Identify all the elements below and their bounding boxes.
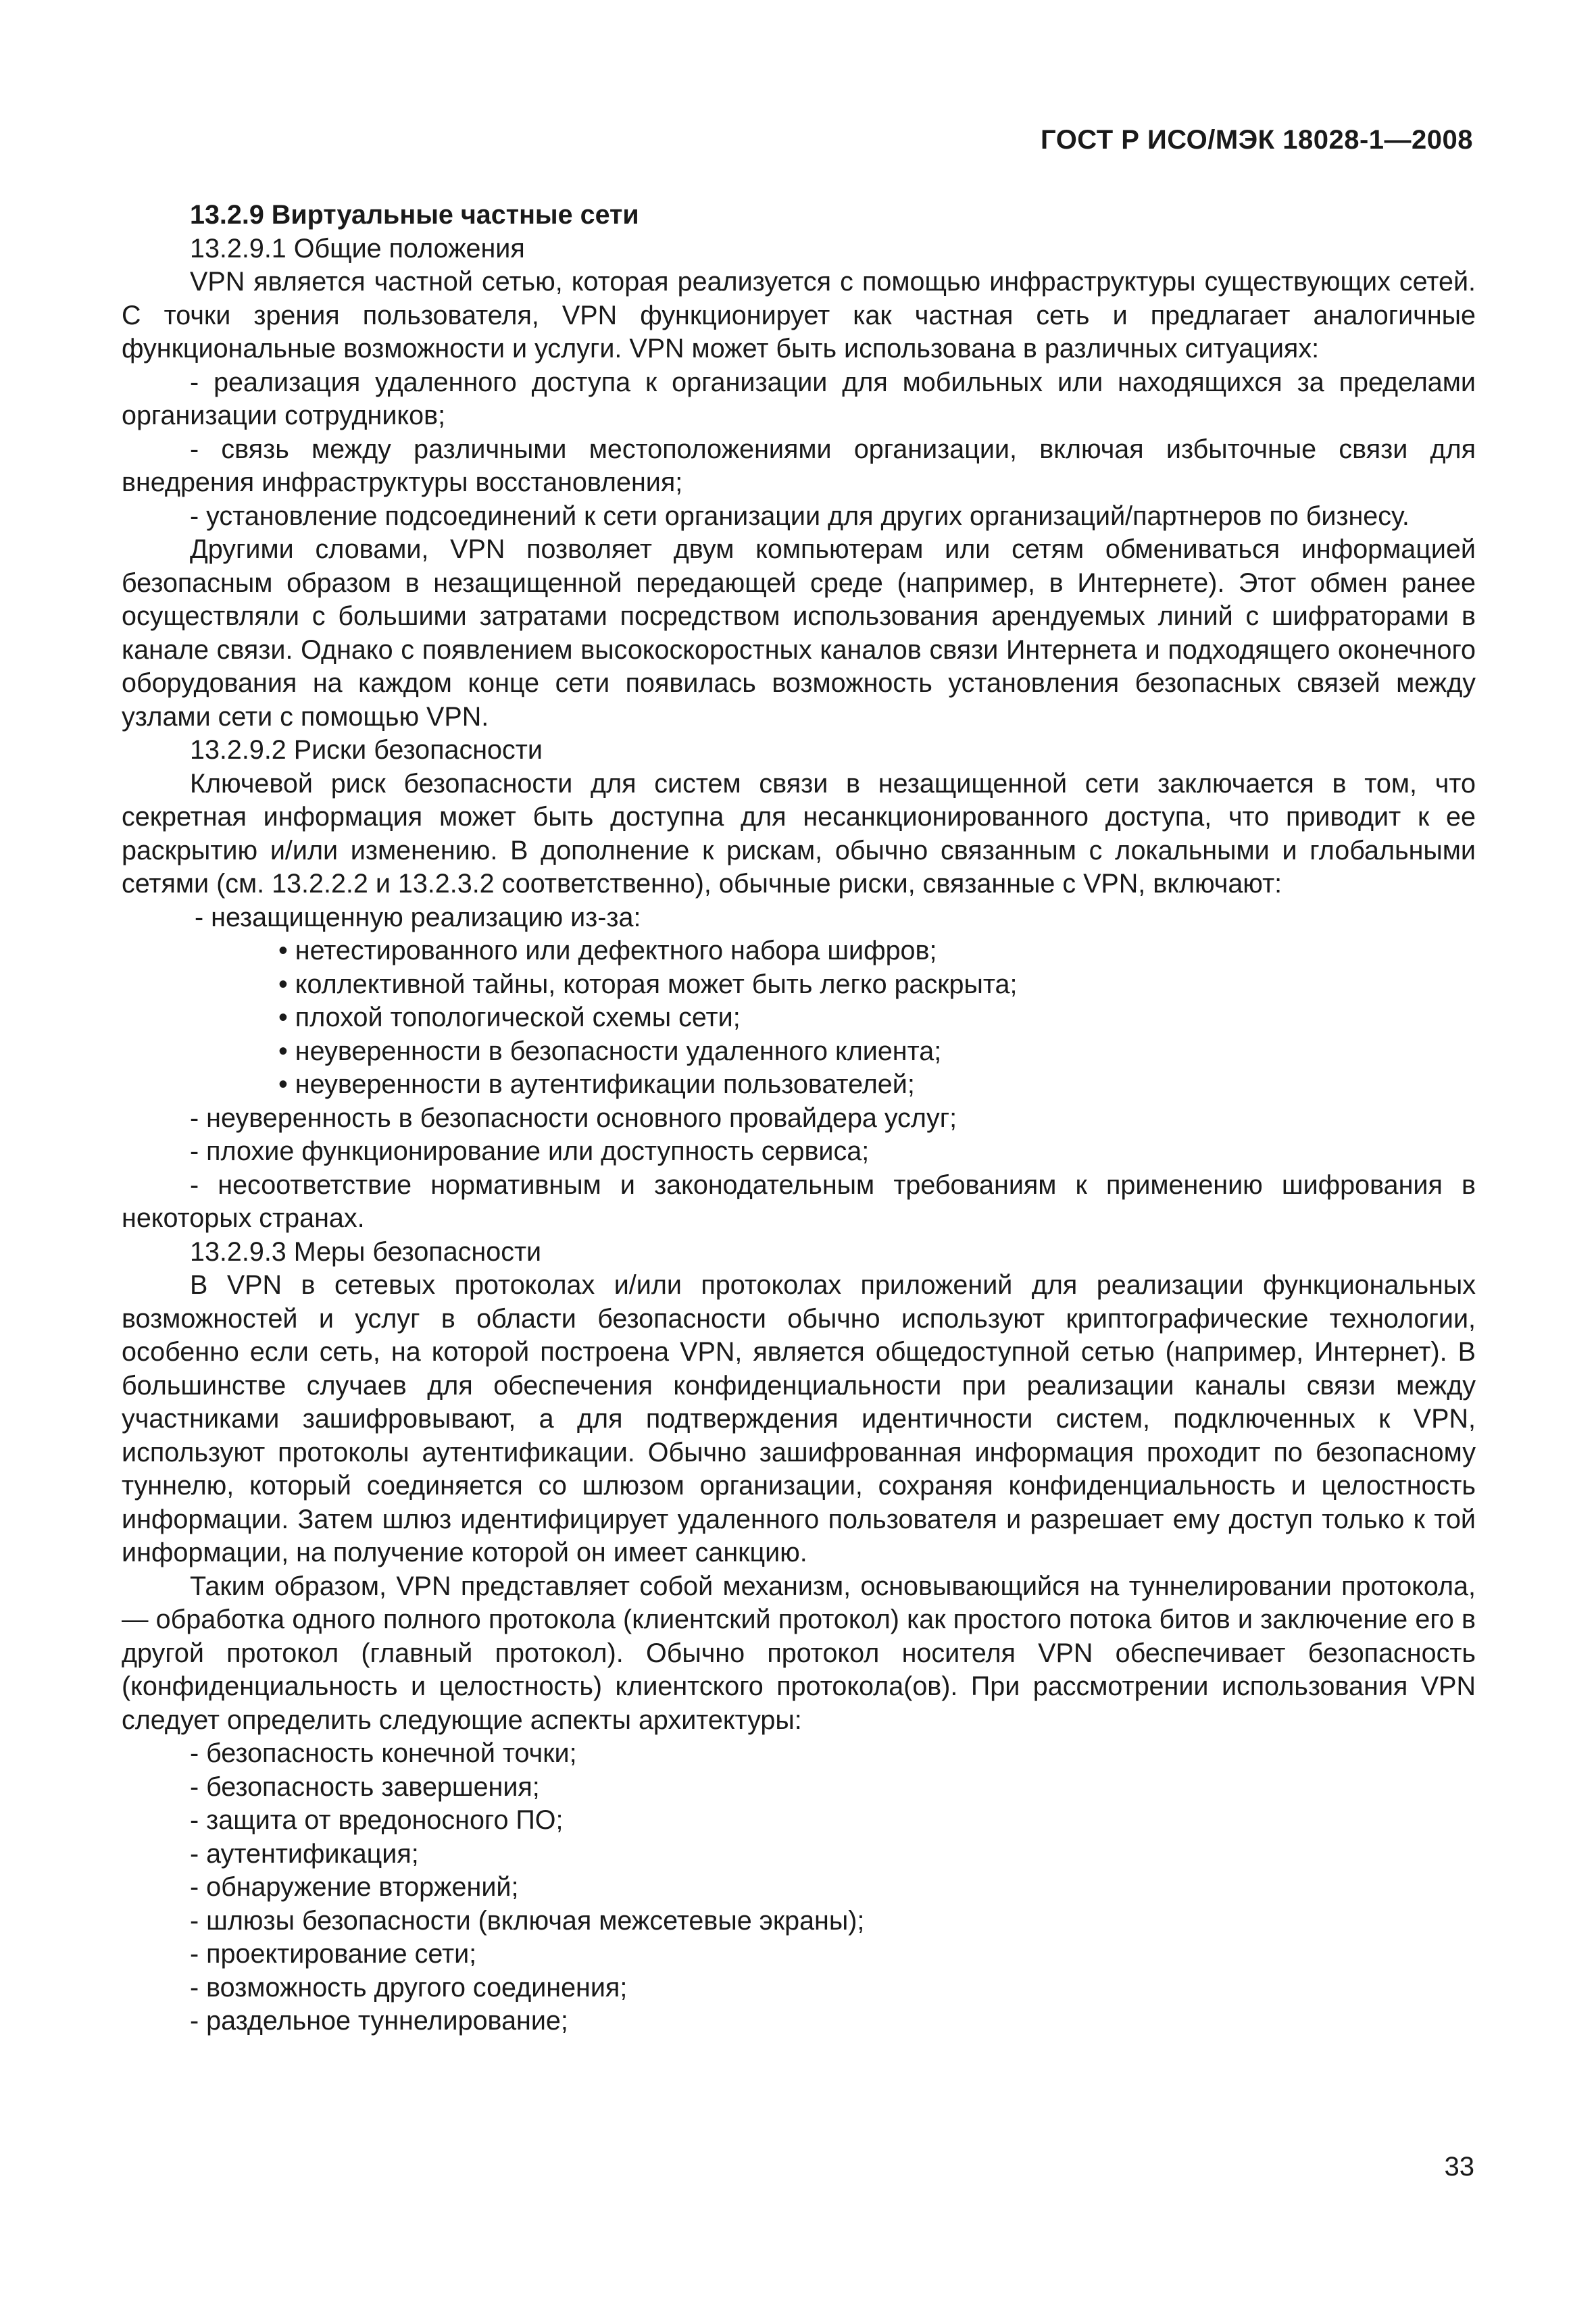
paragraph: Другими словами, VPN позволяет двум компьютерам или сетям обмениваться информацией безопасным образом в незащищенной передающей среде (например, в Интернете). Этот обмен ранее осуществляли с большими затратами посредством использования арендуемых линий с шифраторами в канале связи. Однако с появлением высокоскоростных каналов связи Интернета и подходящего оконечного оборудования на каждом конце сети появилась возможность установления безопасных связей между узлами сети с помощью VPN. [122,534,1476,732]
paragraph: Таким образом, VPN представляет собой механизм, основывающийся на туннелировании протокола, — обработка одного полного протокола (клиентский протокол) как простого потока битов и заключение его в другой протокол (главный протокол). Обычно протокол носителя VPN обеспечивает безопасность (конфиденциальность и целостность) клиентского протокола(ов). При рассмотрении использования VPN следует определить следующие аспекты архитектуры: [122,1571,1476,1735]
bullet-item: • неуверенности в аутентификации пользователей; [278,1070,915,1099]
subsection-heading-general: 13.2.9.1 Общие положения [190,233,525,263]
list-item: - раздельное туннелирование; [190,2006,568,2036]
bullet-item: • нетестированного или дефектного набора шифров; [278,936,937,965]
list-item: - проектирование сети; [190,1939,477,1969]
paragraph: Ключевой риск безопасности для систем связи в незащищенной сети заключается в том, что секретная информация может быть доступна для несанкционированного доступа, что приводит к ее раскрытию и/или изменению. В дополнение к рискам, обычно связанным с локальными и глобальными сетями (см. 13.2.2.2 и 13.2.3.2 соответственно), обычные риски, связанные с VPN, включают: [122,768,1476,899]
list-item: - безопасность конечной точки; [190,1738,577,1768]
list-item: - плохие функционирование или доступность сервиса; [190,1136,870,1166]
subsection-heading-measures: 13.2.9.3 Меры безопасности [190,1236,542,1267]
list-item: - установление подсоединений к сети организации для других организаций/партнеров по бизнесу. [190,501,1410,531]
list-item: - защита от вредоносного ПО; [190,1805,564,1835]
list-item: - безопасность завершения; [190,1771,540,1802]
list-item: - несоответствие нормативным и законодательным требованиям к применению шифрования в некоторых странах. [122,1169,1476,1233]
subsection-heading-risks: 13.2.9.2 Риски безопасности [190,735,543,765]
list-item: - незащищенную реализацию из-за: [195,902,641,932]
list-item: - шлюзы безопасности (включая межсетевые экраны); [190,1905,865,1936]
paragraph: В VPN в сетевых протоколах и/или протоколах приложений для реализации функциональных возможностей и услуг в области безопасности обычно используют криптографические технологии, особенно если сеть, на которой построена VPN, является общедоступной сетью (например, Интернет). В большинстве случаев для обеспечения конфиденциальности при реализации каналы связи между участниками зашифровывают, а для подтверждения идентичности систем, подключенных к VPN, используют протоколы аутентификации. Обычно зашифрованная информация проходит по безопасному туннелю, который соединяется со шлюзом организации, сохраняя конфиденциальность и целостность информации. Затем шлюз идентифицирует удаленного пользователя и разрешает ему доступ только к той информации, на получение которой он имеет санкцию. [122,1270,1476,1567]
section-heading: 13.2.9 Виртуальные частные сети [190,200,639,230]
list-item: - связь между различными местоположениями организации, включая избыточные связи для внедрения инфраструктуры восстановления; [122,434,1476,497]
paragraph: VPN является частной сетью, которая реализуется с помощью инфраструктуры существующих сетей. С точки зрения пользователя, VPN функционирует как частная сеть и предлагает аналогичные функциональные возможности и услуги. VPN может быть использована в различных ситуациях: [122,267,1476,363]
page-body [122,199,1476,2038]
bullet-item: • коллективной тайны, которая может быть легко раскрыта; [278,969,1018,999]
list-item: - возможность другого соединения; [190,1972,628,2003]
list-item: - неуверенность в безопасности основного провайдера услуг; [190,1103,957,1133]
list-item: - реализация удаленного доступа к организации для мобильных или находящихся за пределами организации сотрудников; [122,367,1476,430]
page-number: 33 [1444,2152,1474,2182]
bullet-item: • неуверенности в безопасности удаленного клиента; [278,1036,942,1066]
list-item: - обнаружение вторжений; [190,1872,519,1902]
list-item: - аутентификация; [190,1838,419,1869]
bullet-item: • плохой топологической схемы сети; [278,1003,741,1032]
document-id-header: ГОСТ Р ИСО/МЭК 18028-1—2008 [1041,125,1473,155]
